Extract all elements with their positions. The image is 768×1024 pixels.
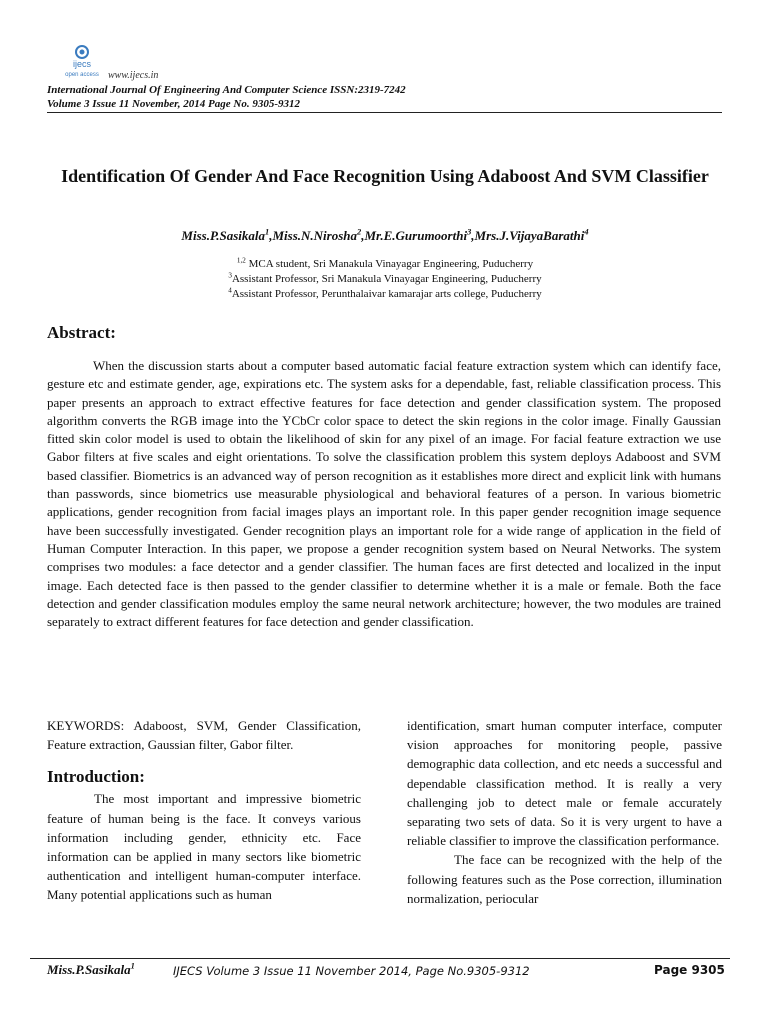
affiliation-line <box>40 272 730 287</box>
footer-journal-info: IJECS Volume 3 Issue 11 November 2014, Page No.9305-9312 <box>173 964 530 978</box>
author-list <box>40 228 730 244</box>
page-number: Page 9305 <box>654 963 725 977</box>
journal-name: International Journal Of Engineering And Computer Science ISSN:2319-7242 <box>47 84 406 96</box>
affiliation-marker: 1,2 <box>236 256 246 265</box>
author-affiliation-marker: 1 <box>265 226 270 237</box>
left-column <box>47 716 361 905</box>
author-affiliation-marker: 3 <box>467 226 472 237</box>
globe-icon <box>58 42 106 80</box>
affiliation-line <box>40 257 730 272</box>
author-separator: , <box>471 228 475 243</box>
affiliations <box>40 257 730 302</box>
affiliation-text: Assistant Professor, Sri Manakula Vinayagar Engineering, Puducherry <box>231 273 542 285</box>
author-name: Mrs.J.VijayaBarathi <box>474 228 585 243</box>
introduction-paragraph: The face can be recognized with the help of the following features such as the Pose correction, illumination normalization, periocular <box>407 852 722 906</box>
introduction-paragraph-continued: identification, smart human computer interface, computer vision approaches for monitoring people, passive demographic data collection, and etc needs a successful and dependable classification method. It is really a very challenging job to detect male or female accurately separating two sets of data. So it is very urgent to have a reliable classifier to improve the classification performance. <box>407 718 722 849</box>
author-separator: , <box>361 228 365 243</box>
journal-issue: Volume 3 Issue 11 November, 2014 Page No. 9305-9312 <box>47 98 300 110</box>
author-affiliation-marker: 4 <box>584 226 589 237</box>
abstract-heading: Abstract: <box>47 323 116 342</box>
paper-title: Identification Of Gender And Face Recognition Using Adaboost And SVM Classifier <box>61 166 709 186</box>
logo-subtext: open access <box>65 72 99 78</box>
header-divider <box>47 112 722 113</box>
logo-text: ijecs <box>72 59 92 69</box>
affiliation-line <box>40 287 730 302</box>
abstract-text: When the discussion starts about a computer based automatic facial feature extraction system which can identify face, gesture etc and estimate gender, age, expirations etc. The system asks for a dependable, fast, reliable classification process. This paper presents an approach to extract effective features for face detection and gender classification system. The proposed algorithm converts the RGB image into the YCbCr color space to detect the skin regions in the color image. Finally Gaussian fitted skin color model is used to obtain the likelihood of skin for any pixel of an image. For facial feature extraction we use Gabor filters at five scales and eight orientations. To solve the classification problem this system deploys Adaboost and SVM based classifier. Biometrics is an advanced way of person recognition as it establishes more direct and explicit link with humans than passwords, since biometrics use measurable physiological and behavioral features of a person. In various biometric applications, gender recognition from facial images plays an important role. In this paper gender recognition image sequence have been successfully investigated. Gender recognition plays an important role for a wide range of application in the field of Human Computer Interaction. In this paper, we propose a gender recognition system based on Neural Networks. The system comprises two modules: a face detector and a gender classifier. The human faces are first detected and localized in the input image. Each detected face is then passed to the gender classifier to determine whether it is a male or female. Both the face detection and gender classification modules employ the same neural network architecture; however, the two modules are trained separately to extract different features for face detection and gender classification. <box>47 358 721 630</box>
affiliation-marker: 3 <box>228 271 232 280</box>
author-name: Miss.P.Sasikala <box>181 228 265 243</box>
journal-website-link[interactable]: www.ijecs.in <box>108 70 159 81</box>
footer-author-marker: 1 <box>130 960 135 971</box>
author-name: Miss.N.Nirosha <box>272 228 357 243</box>
affiliation-text: MCA student, Sri Manakula Vinayagar Engineering, Puducherry <box>245 258 534 270</box>
footer-author <box>47 962 135 978</box>
author-separator: , <box>269 228 273 243</box>
keywords: KEYWORDS: Adaboost, SVM, Gender Classification, Feature extraction, Gaussian filter, Gabor filter. <box>47 718 361 753</box>
author-name: Mr.E.Gurumoorthi <box>364 228 468 243</box>
footer-author-name: Miss.P.Sasikala <box>47 962 131 977</box>
right-column <box>407 716 722 908</box>
affiliation-marker: 4 <box>228 286 232 295</box>
introduction-paragraph: The most important and impressive biometric feature of human being is the face. It conveys various information including gender, ethnicity etc. Face information can be applied in many sectors like biometric authentication and intelligent human-computer interface. Many potential applications such as human <box>47 791 361 903</box>
affiliation-text: Assistant Professor, Perunthalaivar kamarajar arts college, Puducherry <box>231 288 542 300</box>
journal-logo <box>58 42 106 80</box>
footer-divider <box>30 958 730 959</box>
author-affiliation-marker: 2 <box>357 226 362 237</box>
introduction-heading: Introduction: <box>47 767 145 787</box>
